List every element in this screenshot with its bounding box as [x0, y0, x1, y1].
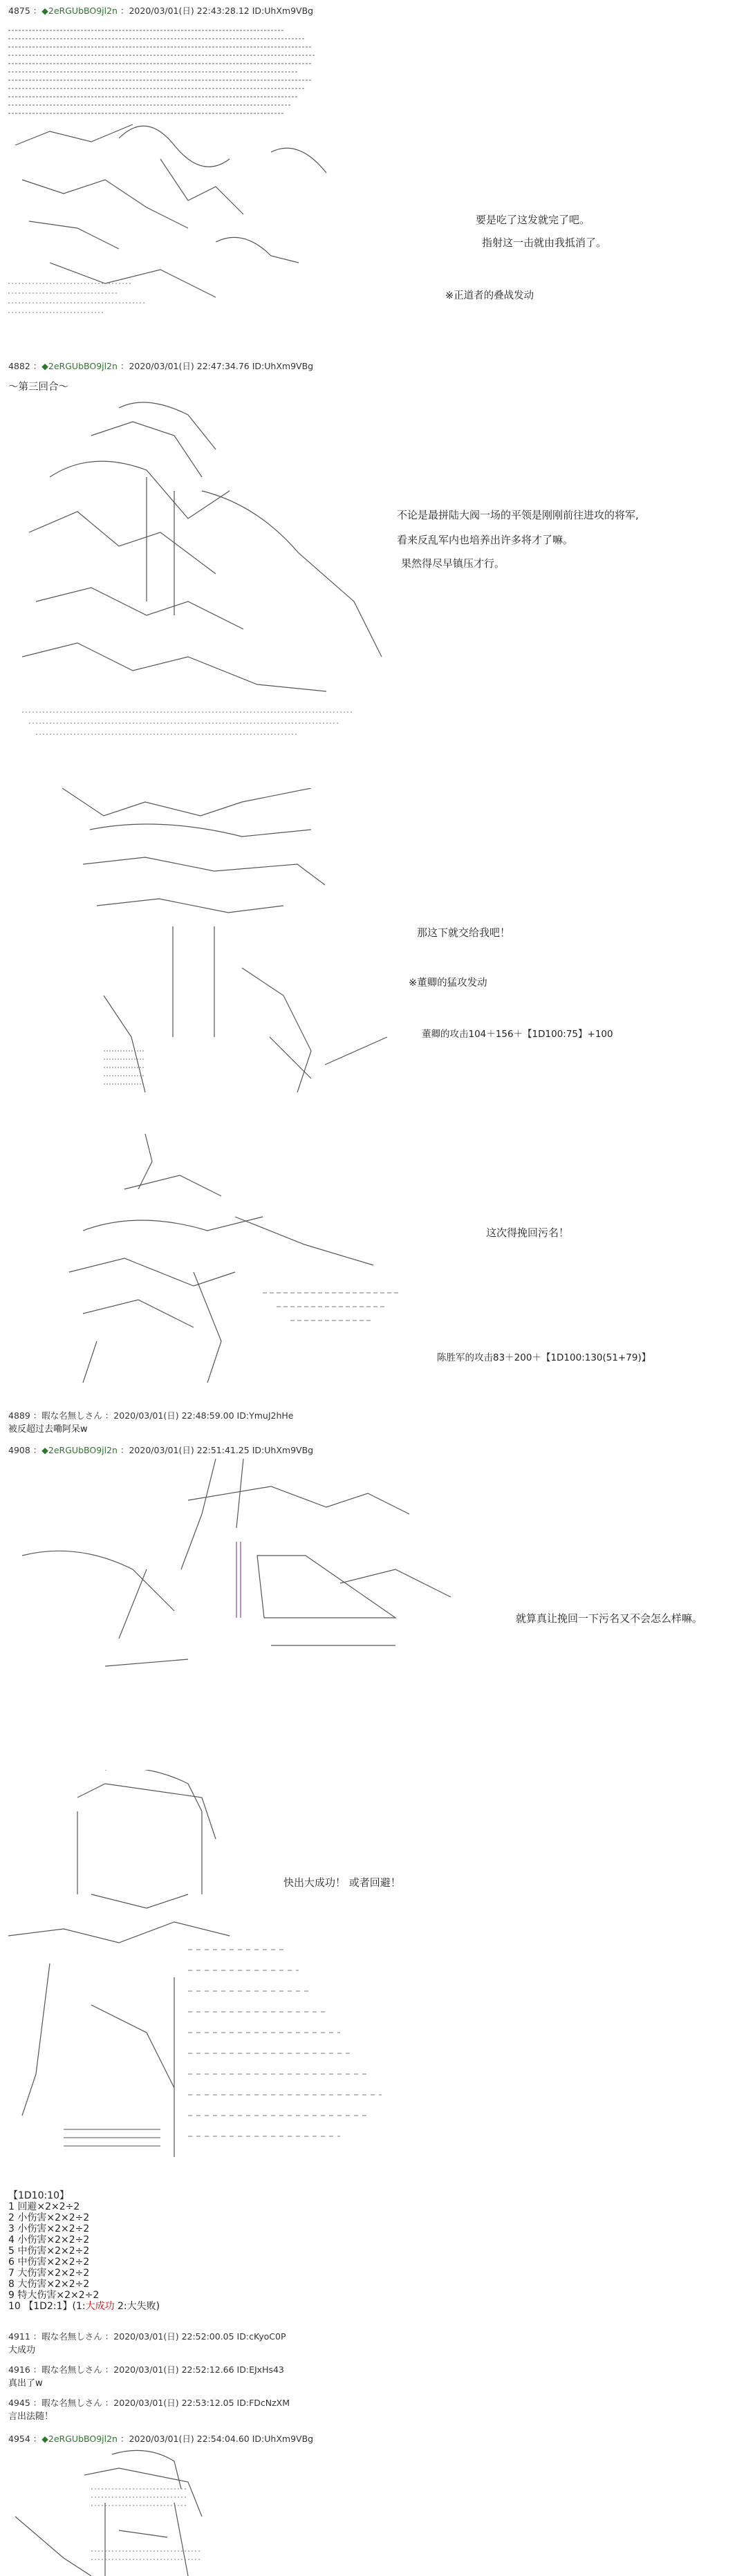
reply-text: 言出法随！: [8, 2411, 54, 2422]
reply-text: 真出了w: [8, 2378, 43, 2389]
post-meta: 2020/03/01(日) 22:52:00.05 ID:cKyoC0P: [113, 2331, 286, 2342]
poster-name: ◆2eRGUbBO9jl2n: [41, 6, 118, 16]
ascii-art-cheering: [8, 1770, 395, 2178]
poster-name: 暇な名無しさん: [41, 1410, 102, 1421]
dice-row: 1 回避×2×2÷2: [8, 2201, 80, 2212]
ascii-art-chen-sheng: [55, 1134, 415, 1390]
post-header: 4911 ：暇な名無しさん ：2020/03/01(日) 22:52:00.05 ID:cKyoC0P: [8, 2331, 286, 2342]
post-header: 4875 ：◆2eRGUbBO9jl2n ：2020/03/01(日) 22:43:28.12 ID:UhXm9VBg: [8, 6, 314, 16]
dice-row: 5 中伤害×2×2÷2: [8, 2246, 90, 2257]
post-header: 4882 ：◆2eRGUbBO9jl2n ：2020/03/01(日) 22:47:34.76 ID:UhXm9VBg: [8, 361, 314, 371]
poster-name: 暇な名無しさん: [41, 2364, 102, 2375]
dice-row: 6 中伤害×2×2÷2: [8, 2257, 90, 2268]
poster-name: ◆2eRGUbBO9jl2n: [41, 1445, 118, 1455]
dialogue-line: 这次得挽回污名！: [486, 1226, 570, 1239]
dialogue-line: 看来反乱军内也培养出许多将才了嘛。: [397, 534, 574, 546]
ascii-art-dong-qing: [62, 788, 394, 1106]
dice-row: 2 小伤害×2×2÷2: [8, 2212, 90, 2223]
poster-name: 暇な名無しさん: [41, 2331, 102, 2342]
skill-note: ※董卿的猛攻发动: [409, 978, 487, 989]
ascii-art-scene-1: [8, 21, 354, 325]
attack-roll: 董卿的攻击104＋156＋【1D100:75】+100: [422, 1029, 613, 1040]
dice-row: 9 特大伤害×2×2÷2: [8, 2290, 100, 2301]
poster-name: 暇な名無しさん: [41, 2398, 102, 2408]
ascii-art-general-portrait: [8, 394, 395, 754]
post-header: 4945 ：暇な名無しさん ：2020/03/01(日) 22:53:12.05 ID:FDcNzXM: [8, 2398, 290, 2408]
post-header: 4889 ：暇な名無しさん ：2020/03/01(日) 22:48:59.00 ID:YmuJ2hHe: [8, 1410, 294, 1421]
dice-row: 8 大伤害×2×2÷2: [8, 2279, 90, 2290]
post-number: 4916: [8, 2364, 30, 2375]
ascii-art-clash: [8, 1459, 492, 1673]
dialogue-line: 要是吃了这发就完了吧。: [476, 214, 590, 226]
post-number: 4908: [8, 1445, 30, 1455]
post-number: 4882: [8, 361, 30, 371]
dice-row: 4 小伤害×2×2÷2: [8, 2234, 90, 2246]
round-title: 〜第三回合〜: [8, 382, 68, 393]
poster-name: ◆2eRGUbBO9jl2n: [41, 361, 118, 371]
post-number: 4875: [8, 6, 30, 16]
post-meta: 2020/03/01(日) 22:47:34.76 ID:UhXm9VBg: [129, 361, 314, 371]
dice-result-table: [8, 2190, 160, 2312]
post-meta: 2020/03/01(日) 22:43:28.12 ID:UhXm9VBg: [129, 6, 314, 16]
dialogue-line: 那这下就交给我吧！: [417, 926, 511, 939]
attack-roll: 陈胜军的攻击83＋200＋【1D100:130(51+79)】: [437, 1352, 651, 1363]
post-number: 4945: [8, 2398, 30, 2408]
dice-row-last: [8, 2301, 160, 2312]
post-header: 4954 ：◆2eRGUbBO9jl2n ：2020/03/01(日) 22:54:04.60 ID:UhXm9VBg: [8, 2434, 314, 2444]
ascii-art-final: [8, 2447, 285, 2576]
post-number: 4889: [8, 1410, 30, 1421]
dialogue-line: 快出大成功！ 或者回避！: [283, 1876, 401, 1889]
dialogue-line: 就算真让挽回一下污名又不会怎么样嘛。: [516, 1612, 703, 1625]
dice-row: 7 大伤害×2×2÷2: [8, 2268, 90, 2279]
reply-text: 被反超过去嘞阿呆w: [8, 1424, 88, 1435]
dice-header: 【1D10:10】: [8, 2190, 70, 2201]
great-success-text: 大成功: [85, 2301, 115, 2312]
dice-row: 3 小伤害×2×2÷2: [8, 2223, 90, 2234]
poster-name: ◆2eRGUbBO9jl2n: [41, 2434, 118, 2444]
dialogue-line: 指射这一击就由我抵消了。: [482, 236, 607, 249]
dice-last-prefix: 10 【1D2:1】(1:: [8, 2301, 86, 2312]
post-meta: 2020/03/01(日) 22:51:41.25 ID:UhXm9VBg: [129, 1445, 314, 1455]
post-number: 4954: [8, 2434, 30, 2444]
dice-last-suffix: 2:大失败): [114, 2301, 160, 2312]
dialogue-line: 不论是最拼陆大阀一场的平领是刚刚前往进攻的将军,: [397, 509, 639, 521]
post-header: 4916 ：暇な名無しさん ：2020/03/01(日) 22:52:12.66 ID:EJxHs43: [8, 2364, 284, 2375]
post-meta: 2020/03/01(日) 22:52:12.66 ID:EJxHs43: [113, 2364, 284, 2375]
skill-note: ※正道者的叠战发动: [445, 290, 534, 301]
reply-text: 大成功: [8, 2345, 36, 2355]
post-meta: 2020/03/01(日) 22:48:59.00 ID:YmuJ2hHe: [113, 1410, 294, 1421]
post-number: 4911: [8, 2331, 30, 2342]
dialogue-line: 果然得尽早镇压才行。: [401, 557, 505, 570]
post-meta: 2020/03/01(日) 22:54:04.60 ID:UhXm9VBg: [129, 2434, 314, 2444]
post-meta: 2020/03/01(日) 22:53:12.05 ID:FDcNzXM: [113, 2398, 290, 2408]
post-header: 4908 ：◆2eRGUbBO9jl2n ：2020/03/01(日) 22:51:41.25 ID:UhXm9VBg: [8, 1445, 314, 1455]
